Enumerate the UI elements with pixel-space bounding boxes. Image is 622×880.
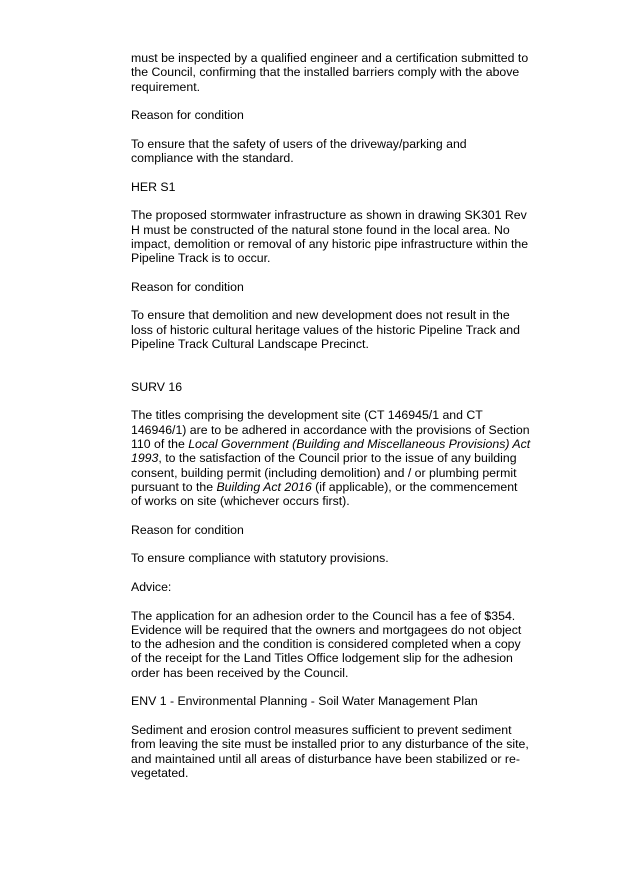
condition-heading-her-s1: HER S1 [131, 179, 176, 194]
paragraph-titles-adhesion [131, 408, 531, 508]
text-segment: The titles comprising the development site (CT 146945/1 and CT 146946/1) are to be adhered in accordance with the provisions of Section 110 of the [131, 408, 530, 452]
advice-label: Advice: [131, 579, 172, 594]
condition-heading-env-1: ENV 1 - Environmental Planning - Soil Water Management Plan [131, 694, 478, 709]
paragraph-driveway-safety: To ensure that the safety of users of the driveway/parking and compliance with the standard. [131, 136, 467, 166]
paragraph-adhesion-fee: The application for an adhesion order to the Council has a fee of $354. Evidence will be required that the owners and mortgagees do not object to the adhesion and the condition is considered completed when a copy of the receipt for the Land Titles Office lodgement slip for the adhesion order has been received by the Council. [131, 608, 522, 680]
text-segment: (if applicable), or the commencement of works on site (whichever occurs first). [131, 479, 518, 509]
reason-label: Reason for condition [131, 522, 244, 537]
condition-heading-surv-16: SURV 16 [131, 379, 183, 394]
act-title-building-act: Building Act 2016 [216, 479, 312, 494]
text-segment: , to the satisfaction of the Council prior to the issue of any building consent, building permit (including demolition) and / or plumbing permit pursuant to the [131, 451, 517, 494]
paragraph-sediment-control: Sediment and erosion control measures sufficient to prevent sediment from leaving the site must be installed prior to any disturbance of the site, and maintained until all areas of disturbance have been stabilized or re-vegetated. [131, 722, 529, 780]
paragraph-statutory-compliance: To ensure compliance with statutory provisions. [131, 551, 389, 566]
reason-label: Reason for condition [131, 108, 244, 123]
reason-label: Reason for condition [131, 279, 244, 294]
paragraph-barrier-inspection: must be inspected by a qualified engineer and a certification submitted to the Council, confirming that the installed barriers comply with the above requirement. [131, 51, 529, 94]
paragraph-stormwater-infrastructure: The proposed stormwater infrastructure as shown in drawing SK301 Rev H must be constructed of the natural stone found in the local area. No impact, demolition or removal of any historic pipe infrastructure within the Pipeline Track is to occur. [131, 208, 529, 266]
paragraph-heritage-values: To ensure that demolition and new development does not result in the loss of historic cultural heritage values of the historic Pipeline Track and Pipeline Track Cultural Landscape Precinct. [131, 308, 520, 351]
document-page [131, 51, 531, 794]
act-title-local-government: Local Government (Building and Miscellaneous Provisions) Act 1993 [131, 437, 531, 466]
